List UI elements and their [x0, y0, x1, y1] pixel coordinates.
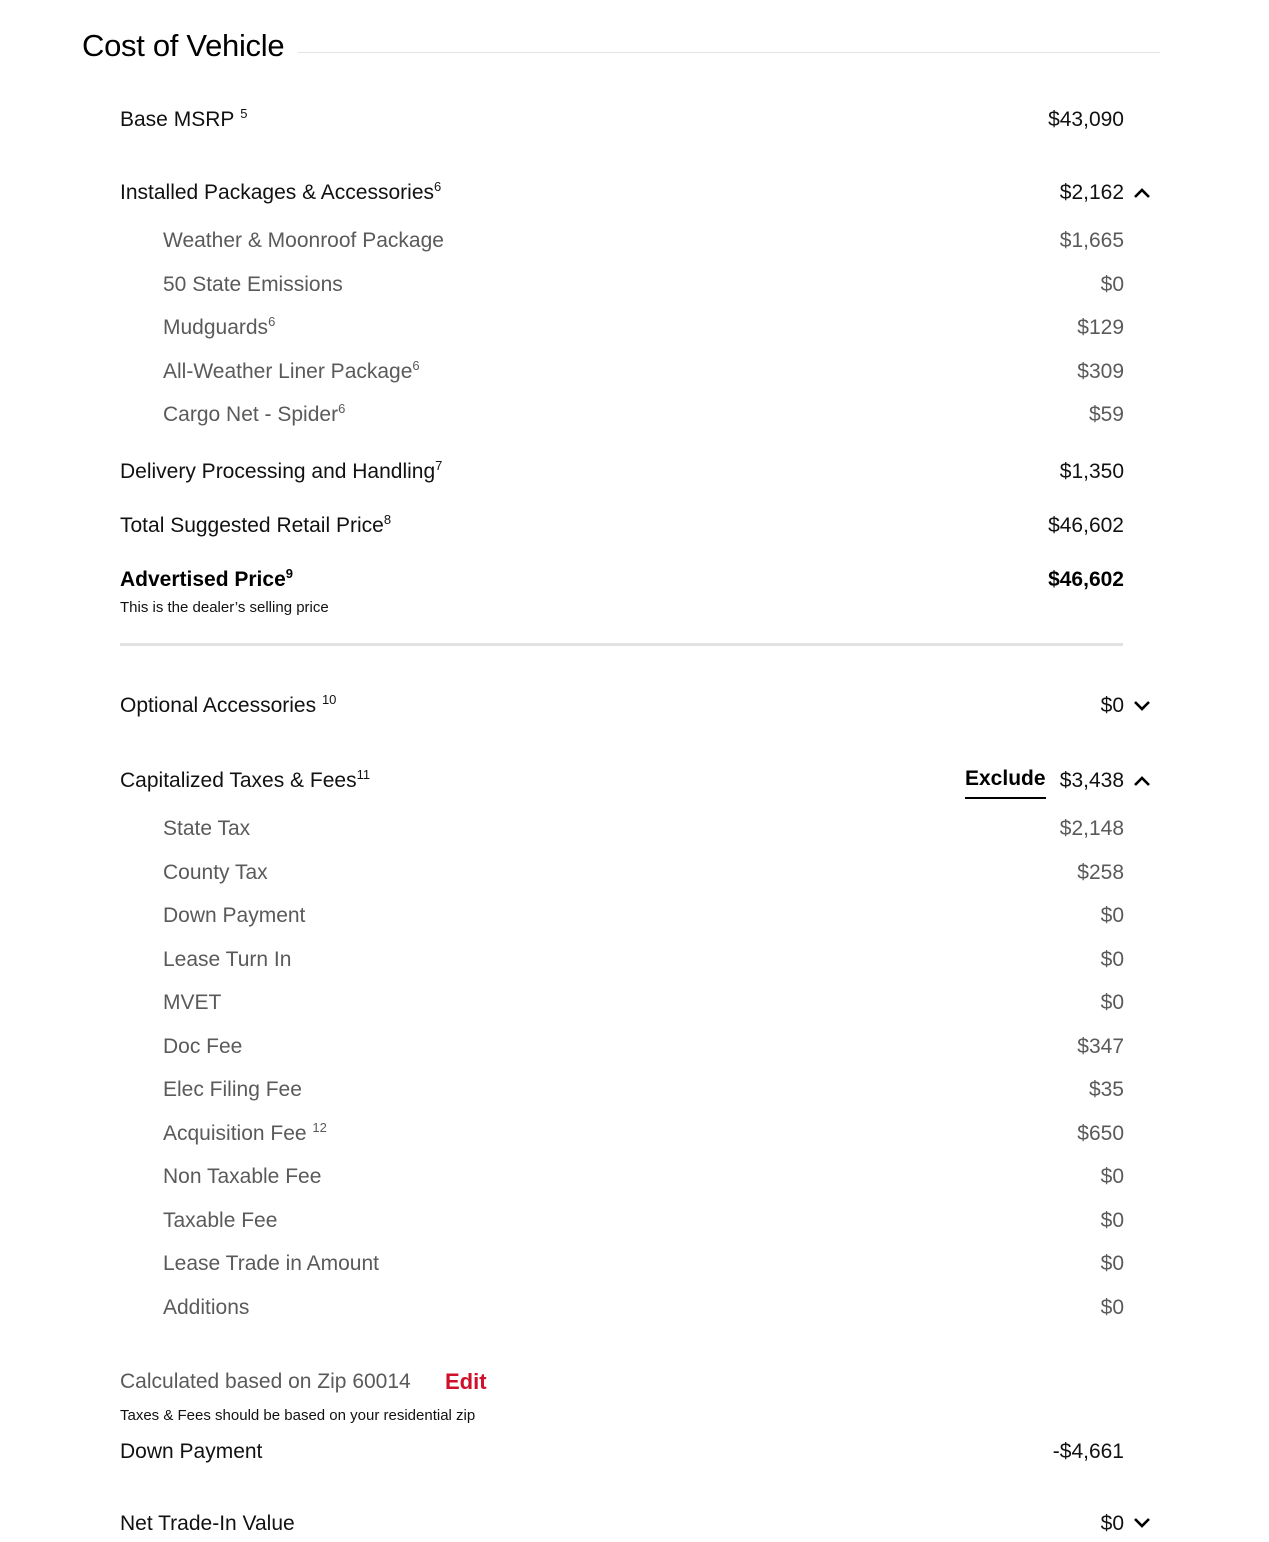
item-value: $1,665 — [1059, 229, 1124, 252]
item-label: Cargo Net - Spider$^6$ — [163, 401, 346, 426]
section-divider — [120, 643, 1123, 646]
item-label: MVET — [163, 991, 222, 1014]
installed-item — [163, 273, 1124, 303]
zip-calculation-text: Calculated based on Zip 60014 — [120, 1370, 411, 1393]
installed-item — [163, 316, 1124, 346]
down-payment-row — [120, 1440, 1124, 1470]
optional-accessories-value: $0 — [1100, 694, 1124, 717]
item-value: $258 — [1077, 861, 1124, 884]
item-value: $2,148 — [1059, 817, 1124, 840]
down-payment-value: -$4,661 — [1052, 1440, 1124, 1463]
total-srp-label: Total Suggested Retail Price$^8$ — [120, 512, 392, 537]
tax-item — [163, 1209, 1124, 1239]
item-label: Non Taxable Fee — [163, 1165, 322, 1188]
zip-note: Taxes & Fees should be based on your residential zip — [120, 1407, 476, 1424]
page-title: Cost of Vehicle — [82, 28, 285, 63]
edit-zip-link[interactable]: Edit — [445, 1369, 487, 1394]
tax-item — [163, 1252, 1124, 1282]
item-value: $650 — [1077, 1122, 1124, 1145]
down-payment-label: Down Payment — [120, 1440, 263, 1463]
item-value: $0 — [1100, 1209, 1124, 1232]
item-label: Lease Trade in Amount — [163, 1252, 379, 1275]
section-header — [82, 28, 1160, 68]
exclude-button[interactable]: Exclude — [965, 767, 1046, 799]
installed-packages-label: Installed Packages & Accessories$^6$ — [120, 179, 442, 204]
item-label: County Tax — [163, 861, 268, 884]
item-value: $0 — [1100, 904, 1124, 927]
net-trade-in-label: Net Trade-In Value — [120, 1512, 295, 1535]
advertised-price-value: $46,602 — [1048, 568, 1124, 591]
delivery-value: $1,350 — [1059, 460, 1124, 483]
item-value: $0 — [1100, 273, 1124, 296]
item-label: Down Payment — [163, 904, 306, 927]
item-value: $347 — [1077, 1035, 1124, 1058]
item-value: $35 — [1088, 1078, 1124, 1101]
tax-item — [163, 1122, 1124, 1152]
item-label: State Tax — [163, 817, 251, 840]
tax-item — [163, 1165, 1124, 1195]
optional-accessories-row[interactable] — [120, 694, 1124, 724]
base-msrp-value: $43,090 — [1048, 108, 1124, 131]
tax-item — [163, 948, 1124, 978]
item-label: Lease Turn In — [163, 948, 292, 971]
delivery-label: Delivery Processing and Handling$^7$ — [120, 458, 443, 483]
tax-item — [163, 904, 1124, 934]
title-divider — [298, 52, 1160, 53]
item-value: $0 — [1100, 1296, 1124, 1319]
total-srp-value: $46,602 — [1048, 514, 1124, 537]
installed-packages-value: $2,162 — [1059, 181, 1124, 204]
item-value: $129 — [1077, 316, 1124, 339]
item-value: $0 — [1100, 948, 1124, 971]
item-value: $0 — [1100, 991, 1124, 1014]
installed-packages-row[interactable] — [120, 181, 1124, 211]
item-label: Mudguards$^6$ — [163, 314, 276, 339]
item-value: $0 — [1100, 1252, 1124, 1275]
installed-item — [163, 229, 1124, 259]
installed-item — [163, 360, 1124, 390]
item-value: $0 — [1100, 1165, 1124, 1188]
item-label: 50 State Emissions — [163, 273, 343, 296]
chevron-up-icon[interactable] — [1133, 774, 1151, 788]
tax-item — [163, 991, 1124, 1021]
item-label: Acquisition Fee $^{12}$ — [163, 1120, 327, 1145]
capitalized-taxes-value: $3,438 — [1059, 769, 1124, 792]
chevron-down-icon[interactable] — [1133, 699, 1151, 713]
item-label: Taxable Fee — [163, 1209, 278, 1232]
item-label: All-Weather Liner Package$^6$ — [163, 358, 420, 383]
tax-item — [163, 817, 1124, 847]
chevron-down-icon[interactable] — [1133, 1516, 1151, 1530]
chevron-up-icon[interactable] — [1133, 186, 1151, 200]
total-srp-row — [120, 514, 1124, 544]
base-msrp-row — [120, 108, 1124, 138]
item-label: Elec Filing Fee — [163, 1078, 302, 1101]
tax-item — [163, 1035, 1124, 1065]
item-label: Weather & Moonroof Package — [163, 229, 444, 252]
advertised-price-row — [120, 568, 1124, 598]
base-msrp-label: Base MSRP $^5$ — [120, 106, 248, 131]
advertised-price-label: Advertised Price$^9$ — [120, 566, 293, 591]
optional-accessories-label: Optional Accessories $^{10}$ — [120, 692, 337, 717]
item-value: $309 — [1077, 360, 1124, 383]
net-trade-in-value: $0 — [1100, 1512, 1124, 1535]
capitalized-taxes-label: Capitalized Taxes & Fees$^{11}$ — [120, 767, 371, 792]
tax-item — [163, 861, 1124, 891]
tax-item — [163, 1078, 1124, 1108]
net-trade-in-row[interactable] — [120, 1512, 1124, 1542]
advertised-price-note: This is the dealer’s selling price — [120, 599, 329, 616]
installed-item — [163, 403, 1124, 433]
item-label: Doc Fee — [163, 1035, 243, 1058]
delivery-row — [120, 460, 1124, 490]
item-value: $59 — [1088, 403, 1124, 426]
tax-item — [163, 1296, 1124, 1326]
item-label: Additions — [163, 1296, 250, 1319]
